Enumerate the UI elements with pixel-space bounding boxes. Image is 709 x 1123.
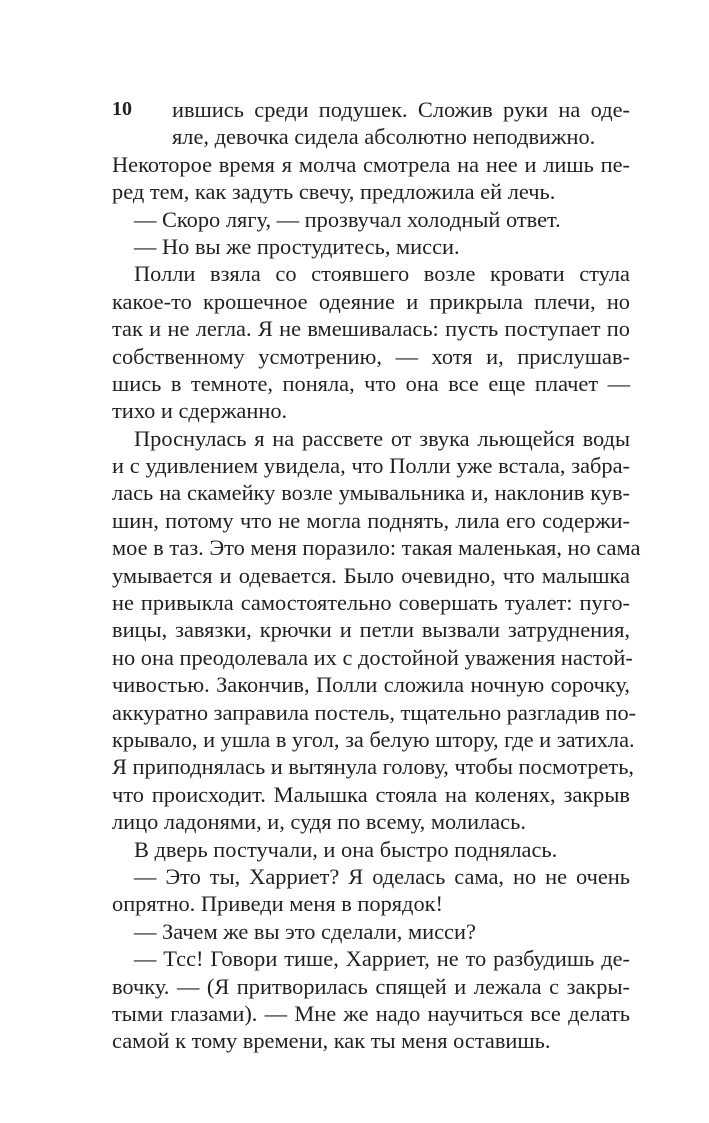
text-line: Некоторое время я молча смотрела на нее и лишь пе- [112, 151, 630, 177]
text-line: тихо и сдержанно. [112, 398, 288, 424]
text-line: — Но вы же простудитесь, мисси. [134, 233, 460, 259]
text-line: — Это ты, Харриет? Я оделась сама, но не очень [134, 863, 630, 889]
text-line: яле, девочка сидела абсолютно неподвижно. [172, 124, 596, 150]
text-line: какое-то крошечное одеяние и прикрыла плечи, но [112, 288, 630, 314]
text-line: — Зачем же вы это сделали, мисси? [134, 918, 476, 944]
page-number: 10 [112, 98, 132, 120]
text-line: Проснулась я на рассвете от звука льющейся воды [134, 425, 630, 451]
text-line: собственному усмотрению, — хотя и, прислушав- [112, 343, 630, 369]
text-line: аккуратно заправила постель, тщательно разгладив по- [112, 699, 637, 725]
text-line: шин, потому что не могла поднять, лила его содержи- [112, 507, 630, 533]
text-line: шись в темноте, поняла, что она все еще плачет — [112, 370, 630, 396]
text-line: лась на скамейку возле умывальника и, наклонив кув- [112, 480, 630, 506]
text-line: — Скоро лягу, — прозвучал холодный ответ. [134, 206, 561, 232]
text-line: Полли взяла со стоявшего возле кровати стула [134, 261, 630, 287]
text-line: не привыкла самостоятельно совершать туалет: пуго- [112, 590, 630, 616]
text-line: что происходит. Малышка стояла на коленях, закрыв [112, 781, 630, 807]
text-line: чивостью. Закончив, Полли сложила ночную сорочку, [112, 672, 630, 698]
text-line: Я приподнялась и вытянула голову, чтобы посмотреть, [112, 754, 635, 780]
text-line: В дверь постучали, и она быстро поднялась. [134, 836, 558, 862]
text-line: крывало, и ушла в угол, за белую штору, где и затихла. [112, 726, 635, 752]
text-line: вочку. — (Я притворилась спящей и лежала с закры- [112, 973, 630, 999]
text-line: мое в таз. Это меня поразило: такая маленькая, но сама [112, 535, 641, 561]
text-line: вицы, завязки, крючки и петли вызвали затруднения, [112, 617, 630, 643]
text-line: так и не легла. Я не вмешивалась: пусть поступает по [112, 316, 630, 342]
text-line: ред тем, как задуть свечу, предложила ей лечь. [112, 179, 556, 205]
text-line: опрятно. Приведи меня в порядок! [112, 891, 443, 917]
text-line: ившись среди подушек. Сложив руки на оде- [172, 97, 630, 122]
text-line: лицо ладонями, и, судя по всему, молилась. [112, 809, 526, 835]
text-line: но она преодолевала их с достойной уважения настой- [112, 644, 633, 670]
text-line: — Тсс! Говори тише, Харриет, не то разбудишь де- [134, 946, 630, 972]
text-line: умывается и одевается. Было очевидно, что малышка [112, 562, 630, 588]
text-line: тыми глазами). — Мне же надо научиться все делать [112, 1000, 630, 1026]
text-line: и с удивлением увидела, что Полли уже встала, забра- [112, 453, 630, 479]
text-line: самой к тому времени, как ты меня оставишь. [112, 1028, 551, 1054]
body-text [112, 96, 641, 1055]
